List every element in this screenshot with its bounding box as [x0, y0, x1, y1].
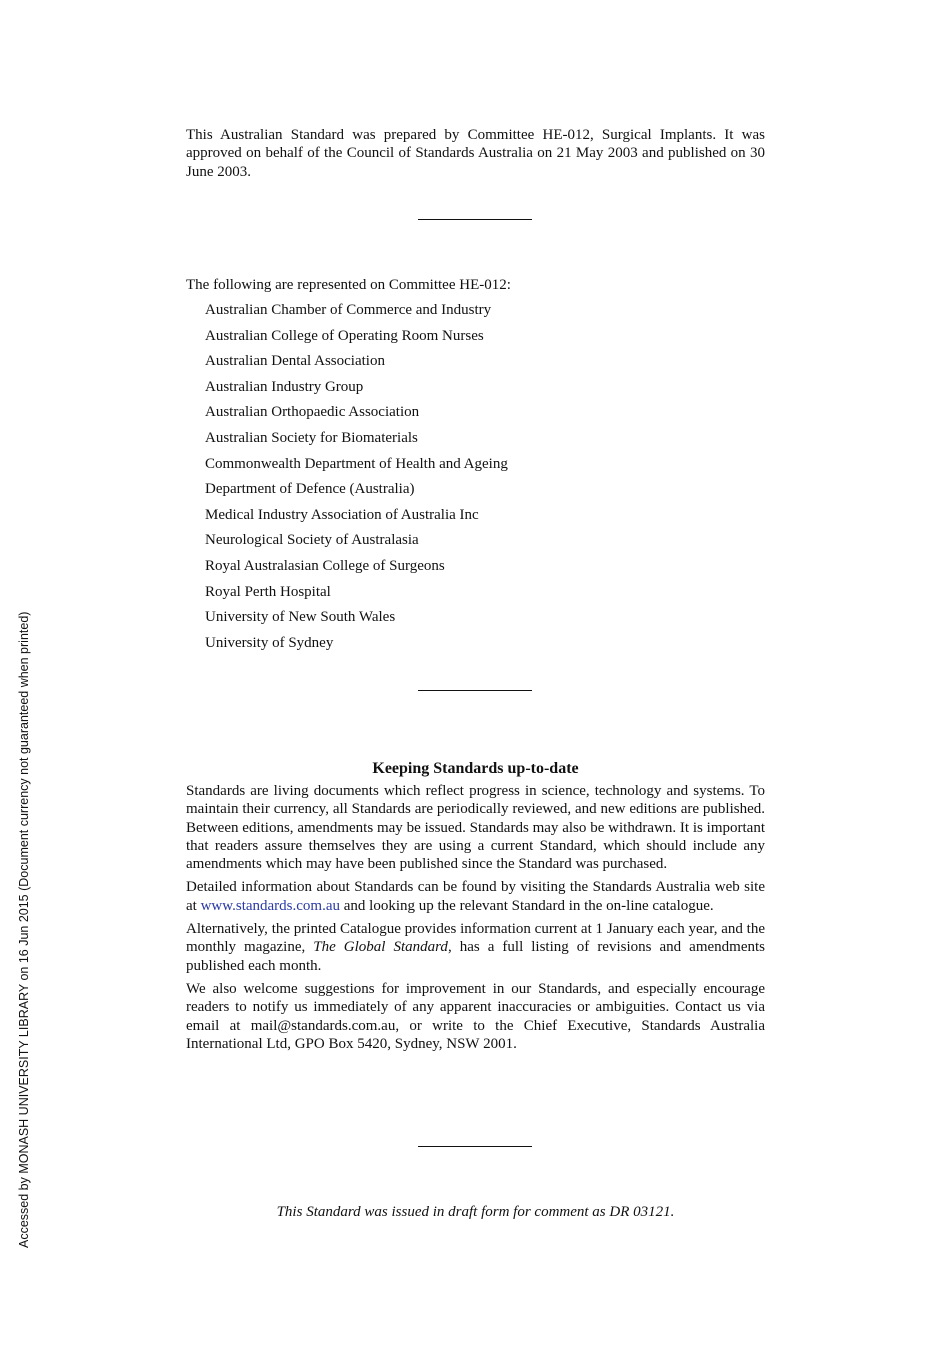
committee-member: Australian Society for Biomaterials	[205, 429, 418, 446]
committee-member: University of New South Wales	[205, 609, 396, 626]
paragraph-suggestions: We also welcome suggestions for improvement in our Standards, and especially encourage readers to notify us immediately of any apparent inaccuracies or ambiguities. Contact us via email at mail@standards.com.au, or write to the Chief Executive, Standards Australia International Ltd, GPO Box 5420, Sydney, NSW 2001.	[186, 980, 765, 1052]
committee-member: Commonwealth Department of Health and Ageing	[205, 455, 508, 472]
magazine-title: The Global Standard	[313, 939, 448, 956]
committee-member: Medical Industry Association of Australia Inc	[205, 506, 479, 523]
paragraph-detailed-information	[186, 878, 765, 915]
committee-member: Australian Dental Association	[205, 353, 385, 370]
committee-intro: The following are represented on Committee HE-012:	[186, 277, 511, 293]
access-watermark: Accessed by MONASH UNIVERSITY LIBRARY on 16 Jun 2015 (Document currency not guaranteed when printed)	[17, 611, 31, 1248]
committee-member-list	[205, 301, 508, 659]
section-heading: Keeping Standards up-to-date	[372, 760, 579, 777]
committee-member: University of Sydney	[205, 634, 334, 651]
divider-rule-3	[418, 1146, 532, 1147]
committee-member: Australian Industry Group	[205, 378, 364, 395]
paragraph-catalogue	[186, 920, 765, 975]
website-link[interactable]: www.standards.com.au	[200, 897, 340, 914]
committee-member: Australian Orthopaedic Association	[205, 404, 420, 421]
divider-rule-1	[418, 219, 532, 220]
committee-member: Royal Australasian College of Surgeons	[205, 557, 445, 574]
paragraph-living-documents: Standards are living documents which reflect progress in science, technology and systems. To maintain their currency, all Standards are periodically reviewed, and new editions are published. Between editions, amendments may be issued. Standards may also be withdrawn. It is important that readers assure themselves they are using a current Standard, which should include any amendments which may have been published since the Standard was purchased.	[186, 783, 765, 873]
committee-member: Department of Defence (Australia)	[205, 481, 415, 498]
paragraph-text: , has a full listing of revisions and amendments published each month.	[186, 939, 765, 974]
committee-member: Royal Perth Hospital	[205, 583, 331, 600]
draft-note: This Standard was issued in draft form for comment as DR 03121.	[276, 1204, 675, 1220]
paragraph-text: and looking up the relevant Standard in the on-line catalogue.	[340, 897, 714, 914]
paragraph-text: Alternatively, the printed Catalogue provides information current at 1 January each year, and the monthly magazine,	[186, 921, 765, 956]
preamble-paragraph: This Australian Standard was prepared by Committee HE-012, Surgical Implants. It was approved on behalf of the Council of Standards Australia on 21 May 2003 and published on 30 June 2003.	[186, 127, 765, 180]
keeping-section-body	[186, 782, 765, 1058]
divider-rule-2	[418, 690, 532, 691]
committee-member: Australian Chamber of Commerce and Industry	[205, 302, 492, 318]
paragraph-text: Detailed information about Standards can be found by visiting the Standards Australia web site at	[186, 879, 765, 914]
committee-member: Australian College of Operating Room Nurses	[205, 327, 484, 344]
committee-member: Neurological Society of Australasia	[205, 532, 419, 549]
